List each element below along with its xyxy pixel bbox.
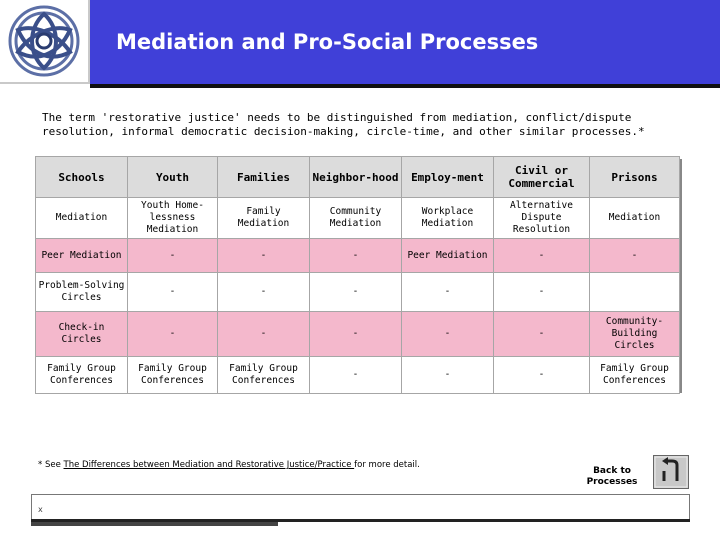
table-cell: Workplace Mediation: [402, 198, 494, 239]
table-cell: -: [128, 312, 218, 357]
processes-table-container: [35, 156, 679, 390]
table-cell: Mediation: [590, 198, 680, 239]
logo: [0, 0, 90, 84]
table-cell: -: [402, 357, 494, 394]
table-cell: Family Group Conferences: [128, 357, 218, 394]
table-cell: -: [218, 239, 310, 273]
table-cell: -: [494, 312, 590, 357]
table-cell: Family Group Conferences: [218, 357, 310, 394]
footnote-suffix: for more detail.: [354, 460, 420, 470]
back-button[interactable]: [653, 455, 689, 489]
intro-text: The term 'restorative justice' needs to be distinguished from mediation, conflict/dispute resolution, informal democratic decision-making, circle-time, and other similar processes.*: [42, 111, 645, 138]
column-header: Youth: [128, 157, 218, 198]
table-cell: -: [402, 273, 494, 312]
footnote: [38, 460, 420, 470]
table-cell: Peer Mediation: [402, 239, 494, 273]
table-cell: Alternative Dispute Resolution: [494, 198, 590, 239]
table-cell: -: [310, 357, 402, 394]
return-arrow-icon: [654, 456, 688, 488]
table-cell: -: [402, 312, 494, 357]
table-cell: Family Group Conferences: [590, 357, 680, 394]
column-header: Schools: [36, 157, 128, 198]
table-cell: -: [590, 239, 680, 273]
table-row: [36, 239, 680, 273]
column-header: Families: [218, 157, 310, 198]
celtic-knot-icon: [0, 0, 88, 82]
footer-box: [31, 494, 690, 520]
footer-mark: x: [38, 505, 43, 514]
table-cell: -: [310, 312, 402, 357]
table-row: [36, 198, 680, 239]
table-cell: Peer Mediation: [36, 239, 128, 273]
column-header: Employ-ment: [402, 157, 494, 198]
processes-table: [35, 156, 680, 394]
table-cell: -: [310, 239, 402, 273]
table-header-row: [36, 157, 680, 198]
table-cell: Community Mediation: [310, 198, 402, 239]
back-to-processes-label[interactable]: Back to Processes: [586, 466, 638, 487]
table-cell: Mediation: [36, 198, 128, 239]
table-cell: -: [128, 239, 218, 273]
table-row: [36, 273, 680, 312]
column-header: Civil or Commercial: [494, 157, 590, 198]
table-cell: -: [494, 273, 590, 312]
table-cell: Community-Building Circles: [590, 312, 680, 357]
table-cell: -: [310, 273, 402, 312]
table-cell: Youth Home-lessness Mediation: [128, 198, 218, 239]
differences-link[interactable]: The Differences between Mediation and Restorative Justice/Practice: [63, 460, 355, 470]
table-row: [36, 357, 680, 394]
header-divider: [90, 84, 720, 88]
footnote-prefix: * See: [38, 460, 64, 470]
table-cell: [590, 273, 680, 312]
footer-progress-bar: [31, 522, 278, 526]
table-cell: -: [494, 357, 590, 394]
column-header: Neighbor-hood: [310, 157, 402, 198]
page-title: Mediation and Pro-Social Processes: [116, 30, 539, 54]
table-cell: Family Group Conferences: [36, 357, 128, 394]
table-cell: -: [218, 273, 310, 312]
table-cell: Problem-Solving Circles: [36, 273, 128, 312]
table-cell: -: [218, 312, 310, 357]
table-cell: Family Mediation: [218, 198, 310, 239]
table-cell: -: [128, 273, 218, 312]
column-header: Prisons: [590, 157, 680, 198]
table-cell: -: [494, 239, 590, 273]
table-cell: Check-in Circles: [36, 312, 128, 357]
table-row: [36, 312, 680, 357]
